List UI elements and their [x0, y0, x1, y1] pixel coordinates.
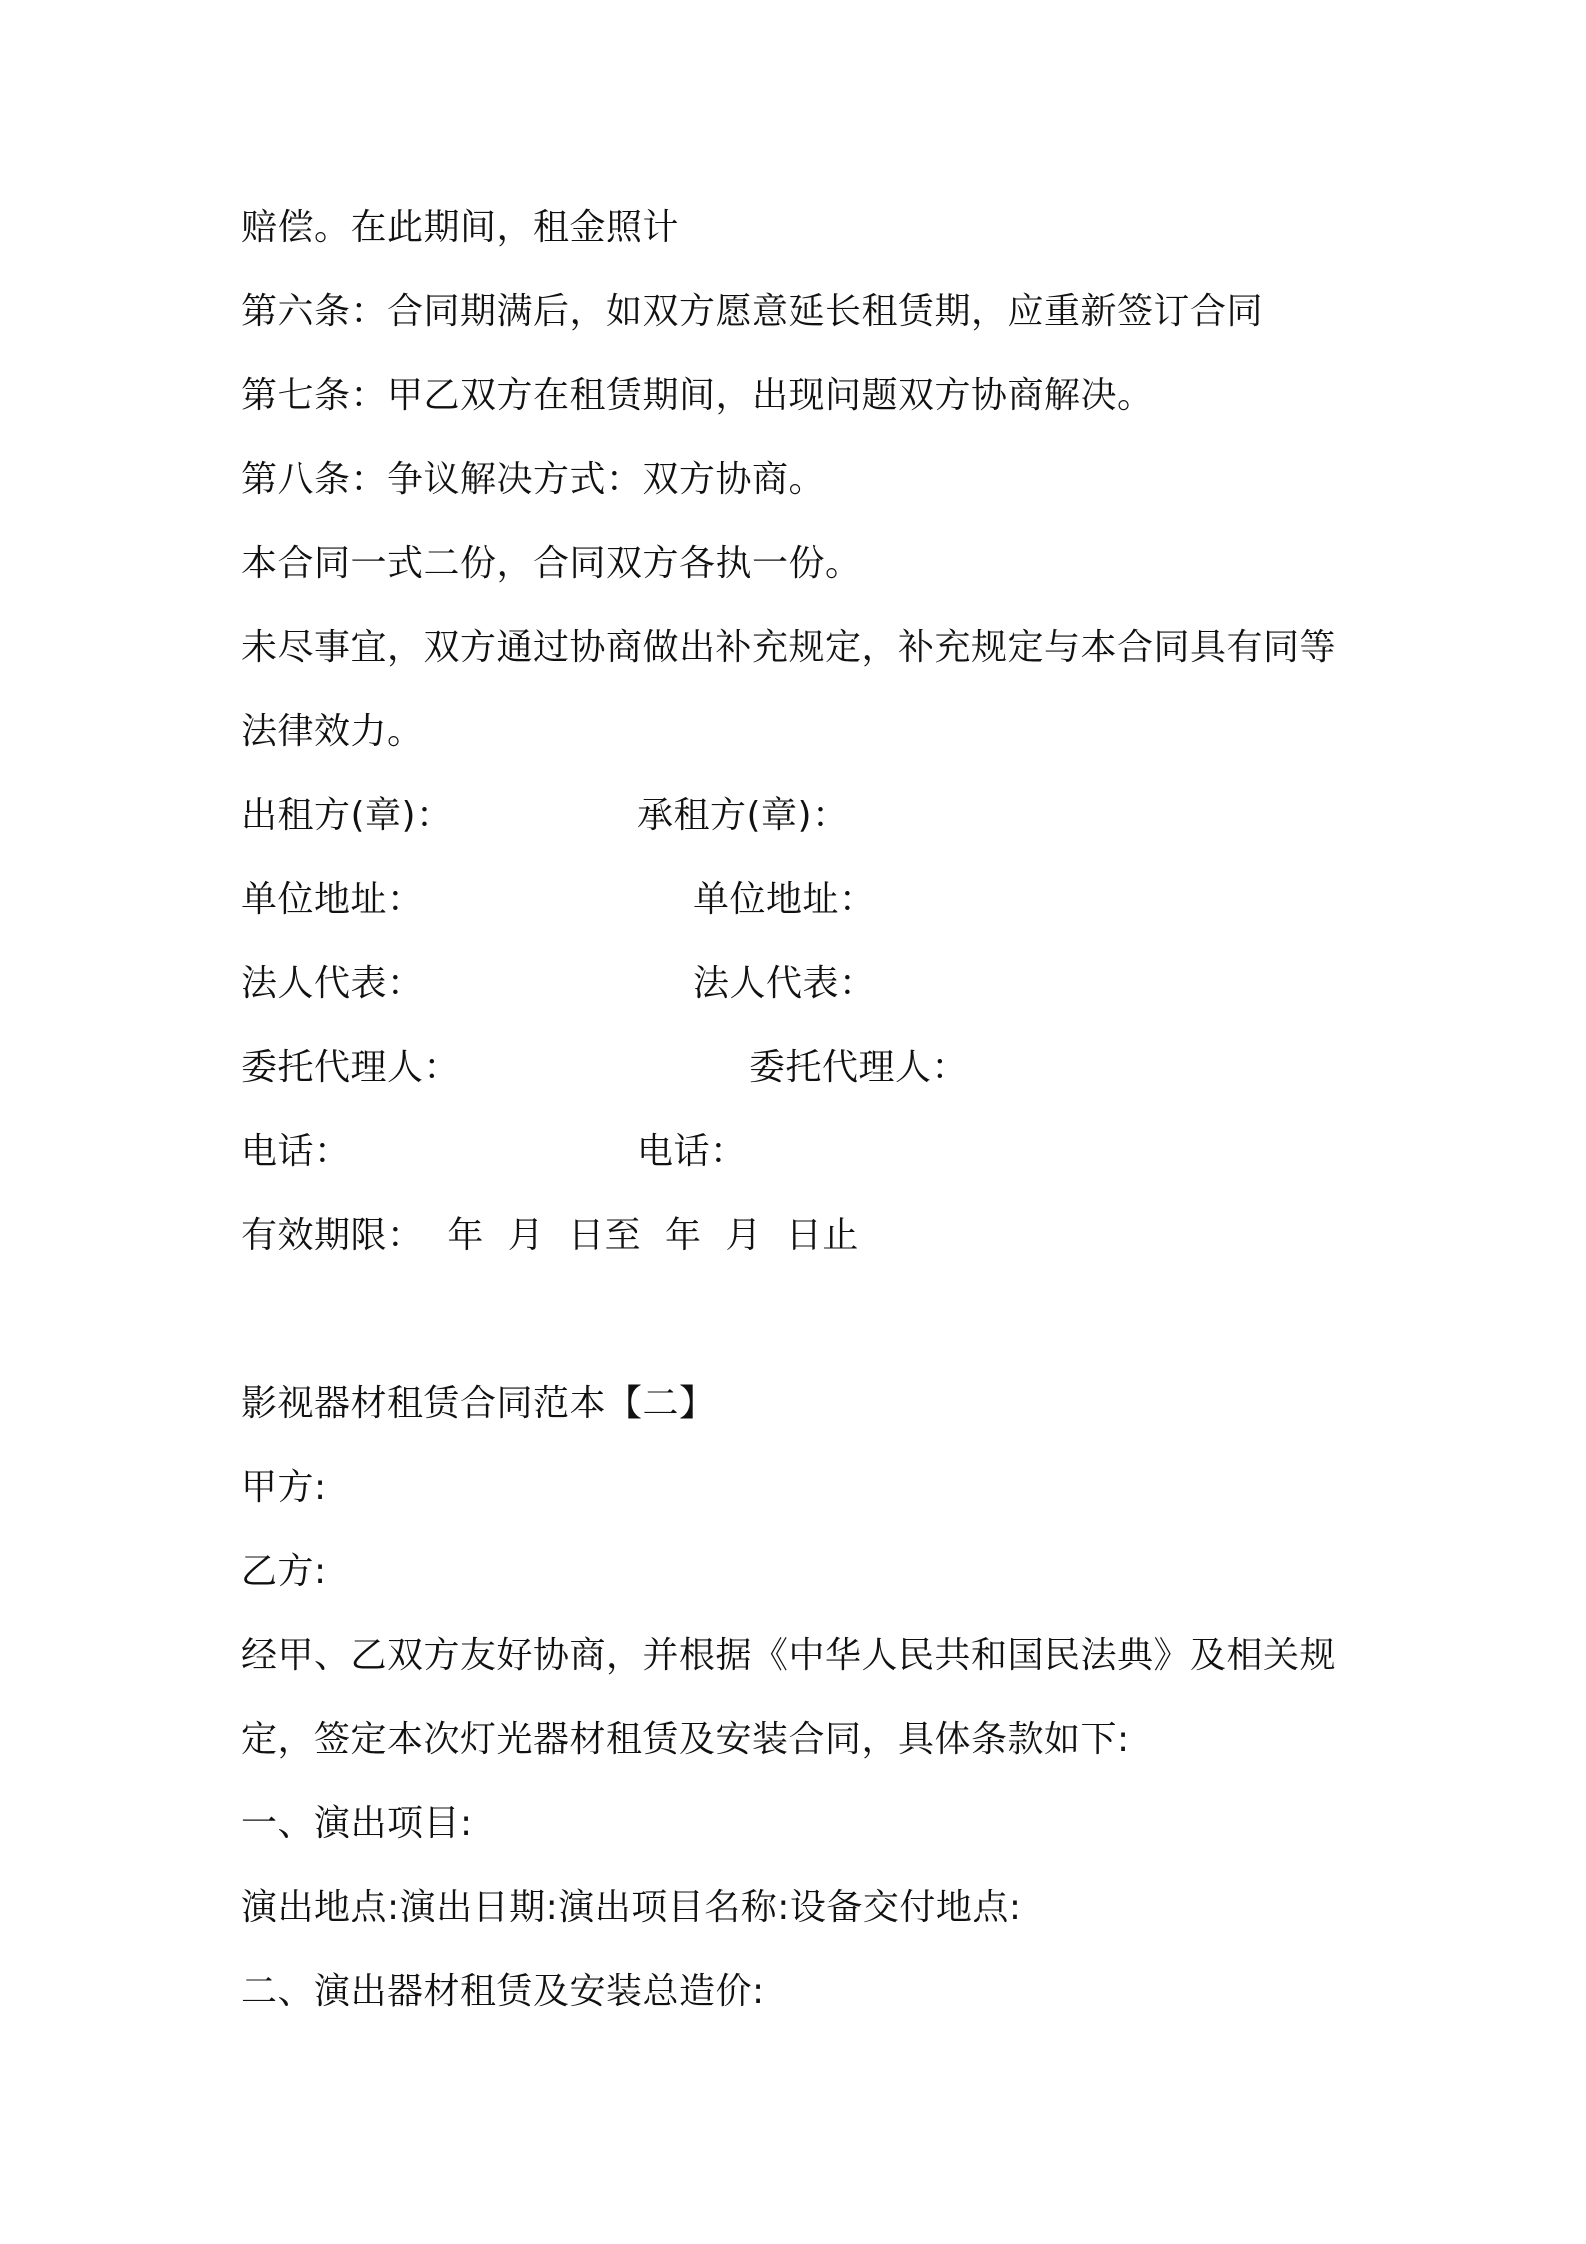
supplement-clause: 未尽事宜，双方通过协商做出补充规定，补充规定与本合同具有同等 — [241, 627, 1337, 668]
section2-title: 影视器材租赁合同范本【二】 — [241, 1383, 716, 1424]
supplement-clause-cont: 法律效力。 — [241, 711, 424, 752]
item-performance-project: 一、演出项目: — [241, 1803, 473, 1844]
lessor-address-label: 单位地址： — [241, 879, 424, 920]
item-total-cost: 二、演出器材租赁及安装总造价: — [241, 1971, 765, 2012]
lessor-seal-label: 出租方(章)： — [241, 795, 453, 836]
item-performance-details: 演出地点:演出日期:演出项目名称:设备交付地点: — [241, 1887, 1022, 1928]
lessor-agent-label: 委托代理人： — [241, 1047, 461, 1088]
section2-intro: 经甲、乙双方友好协商，并根据《中华人民共和国民法典》及相关规 — [241, 1635, 1337, 1676]
clause-eight: 第八条：争议解决方式：双方协商。 — [241, 459, 826, 500]
clause-seven: 第七条：甲乙双方在租赁期间，出现问题双方协商解决。 — [241, 375, 1154, 416]
lessee-seal-label: 承租方(章)： — [637, 795, 849, 836]
lessor-legal-rep-label: 法人代表： — [241, 963, 424, 1004]
section2-intro-cont: 定，签定本次灯光器材租赁及安装合同，具体条款如下: — [241, 1719, 1130, 1760]
lessee-address-label: 单位地址： — [693, 879, 876, 920]
paragraph-compensation: 赔偿。在此期间，租金照计 — [241, 207, 680, 248]
copies-clause: 本合同一式二份，合同双方各执一份。 — [241, 543, 862, 584]
party-b-label: 乙方: — [241, 1551, 327, 1592]
validity-period: 有效期限： 年 月 日至 年 月 日止 — [241, 1215, 859, 1256]
lessee-phone-label: 电话： — [637, 1131, 747, 1172]
lessee-agent-label: 委托代理人： — [749, 1047, 969, 1088]
lessee-legal-rep-label: 法人代表： — [693, 963, 876, 1004]
clause-six: 第六条：合同期满后，如双方愿意延长租赁期，应重新签订合同 — [241, 291, 1264, 332]
lessor-phone-label: 电话： — [241, 1131, 351, 1172]
party-a-label: 甲方: — [241, 1467, 327, 1508]
